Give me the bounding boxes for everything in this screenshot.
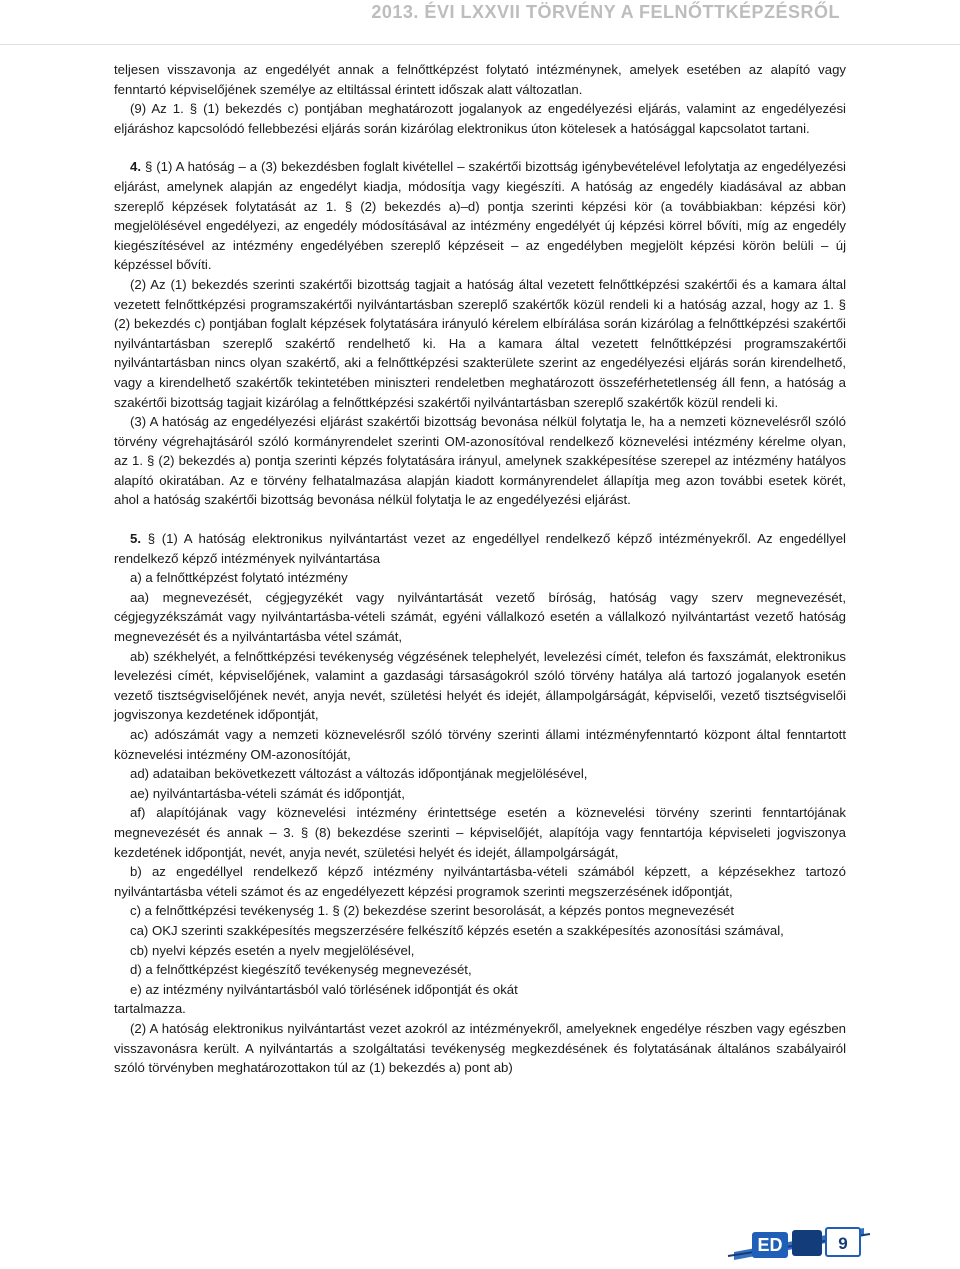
list-item-c: c) a felnőttképzési tevékenység 1. § (2) bekezdése szerint besorolását, a képzés pontos megnevezését: [130, 903, 735, 919]
list-item-ae: ae) nyilvántartásba-vételi számát és időpontját,: [130, 785, 405, 801]
header-title: 2013. ÉVI LXXVII TÖRVÉNY A FELNŐTTKÉPZÉSRŐL: [371, 2, 840, 22]
section-number: 4.: [130, 159, 141, 175]
list-item-ca: ca) OKJ szerinti szakképesítés megszerzésére felkészítő képzés esetén a szakképesítés azonosítási számával,: [130, 922, 784, 938]
list-item-b: b) az engedéllyel rendelkező képző intézmény nyilvántartásba-vételi számából képzett, a képzésekhez tartozó nyilvántartásba vételi számot és az engedélyezett képzési programok szerinti megszerzésének időpontját,: [114, 864, 846, 899]
list-item-e: e) az intézmény nyilvántartásból való törlésének időpontját és okát: [130, 981, 518, 997]
spacer: [114, 510, 846, 529]
section-4-paragraph-3: (3) A hatóság az engedélyezési eljárást szakértői bizottság bevonása nélkül folytatja le, ha a nemzeti köznevelésről szóló törvény végrehajtásáról szóló kormányrendelet szerinti OM-azonosítóval rendelkező köznevelési intézmény kérelme olyan, az 1. § (2) bekezdés a) pontja szerinti képzés folytatására irányul, amelynek szakképesítése szerepel az intézmény hatályos alapító okiratában. Az e törvény felhatalmazása alapján kiadott kormányrendelet állapítja meg azon további esetek körét, ahol a hatóság szakértői bizottság bevonása nélkül folytatja le az engedélyezési eljárást.: [114, 414, 846, 508]
list-item-ad: ad) adataiban bekövetkezett változást a változás időpontjának megjelölésével,: [130, 766, 588, 782]
page-header: [0, 0, 960, 46]
publisher-logo: [724, 1218, 874, 1264]
section-text: § (1) A hatóság – a (3) bekezdésben foglalt kivétellel – szakértői bizottság igénybevételével lefolytatja az engedélyezési eljárást, amelynek alapján az engedélyt kiadja, módosítja vagy kiegészíti. A hatóság az engedély kiadásával az abban szereplő képzések folytatását az 1. § (2) bekezdés a)–d) pontja szerinti képzési kör (a továbbiakban: képzési kör) megjelölésével engedélyezi, az engedély módosításával az intézmény engedélyét új képzési körrel bővíti, míg az engedély kiegészítésével az intézmény engedélyében szereplő képzéseit – az engedélyben megjelölt képzési körön belüli – új képzéssel bővíti.: [114, 159, 846, 273]
section-4-paragraph-2: (2) Az (1) bekezdés szerinti szakértői bizottság tagjait a hatóság által vezetett felnőttképzési szakértői és a kamara által vezetett felnőttképzési programszakértői nyilvántartásban szereplő szakértők közül rendeli ki a hatóság azzal, hogy az 1. § (2) bekezdés c) pontjában foglalt képzések folytatására irányuló kérelem elbírálása során kizárólag a felnőttképzési szakértői nyilvántartásban szereplő szakértő rendelhető ki. Ha a kamara által vezetett felnőttképzési programszakértői nyilvántartásban nincs olyan szakértő, aki a felnőttképzési szakterülete szerint az engedélyezési eljárás során kirendelhető, vagy a kirendelhető szakértők tekintetében miniszteri rendeletben meghatározott összeférhetetlenség áll fenn, a hatóság a szakértői bizottság tagjait kizárólag a felnőttképzési szakértői nyilvántartásban szereplő szakértők közül rendeli ki.: [114, 276, 846, 410]
list-item-aa: aa) megnevezését, cégjegyzékét vagy nyilvántartását vezető bíróság, hatóság vagy szerv megnevezését, cégjegyzékszámát vagy nyilvántartásba-vételi számát, egyéni vállalkozó esetén a vállalkozó nyilvántartást vezető hatóság megnevezését és a nyilvántartásba vétel számát,: [114, 589, 846, 645]
list-item-d: d) a felnőttképzést kiegészítő tevékenység megnevezését,: [130, 962, 472, 978]
spacer: [114, 138, 846, 157]
logo-text: ED: [757, 1235, 783, 1255]
section-5-paragraph-2: (2) A hatóság elektronikus nyilvántartást vezet azokról az intézményekről, amelyeknek engedélye részben vagy egészben visszavonásra került. A nyilvántartás a szolgáltatási tevékenység megkezdésének és folytatásának általános szabályairól szóló törvényben meghatározottakon túl az (1) bekezdés a) pont ab): [114, 1020, 846, 1076]
list-item-af: af) alapítójának vagy köznevelési intézmény érintettsége esetén a köznevelési törvény szerinti fenntartójának megnevezését és annak – 3. § (8) bekezdése szerinti – képviselőjét, alapítója vagy fenntartója képviseleti jogviszonya kezdetének időpontját, nevét, anyja nevét, születési helyét és idejét, állampolgárságát,: [114, 805, 846, 860]
list-item-cb: cb) nyelvi képzés esetén a nyelv megjelölésével,: [130, 942, 415, 958]
section-4-paragraph-1: [114, 157, 846, 275]
list-item-a: a) a felnőttképzést folytató intézmény: [130, 570, 348, 586]
list-closing: tartalmazza.: [114, 1001, 186, 1017]
header-divider: [0, 44, 960, 45]
paragraph-continuation: teljesen visszavonja az engedélyét annak a felnőttképzést folytató intézménynek, amelyek esetében az alapító vagy fenntartó képviselőjének személye az eltiltással érintett időszak alatt változatlan.: [114, 62, 846, 97]
page-number: 9: [838, 1234, 848, 1253]
section-5-paragraph-1: [114, 529, 846, 568]
paragraph-9: (9) Az 1. § (1) bekezdés c) pontjában meghatározott jogalanyok az engedélyezési eljárás, valamint az engedélyezési eljáráshoz kapcsolódó fellebbezési eljárás során kizárólag elektronikus úton kötelesek a hatósággal kapcsolatot tartani.: [114, 101, 846, 136]
section-text: § (1) A hatóság elektronikus nyilvántartást vezet az engedéllyel rendelkező képző intézményekről. Az engedéllyel rendelkező képző intézmények nyilvántartása: [114, 531, 846, 566]
section-number: 5.: [130, 531, 141, 547]
document-body: [114, 60, 846, 1078]
list-item-ab: ab) székhelyét, a felnőttképzési tevékenység végzésének telephelyét, levelezési címét, telefon és faxszámát, elektronikus levelezési címét, képviselőjének, valamint a gazdasági társaságokról szóló törvény hatálya alá tartozó jogalanyok esetén vezető tisztségviselőjének nevét, anyja nevét, születési helyét és idejét, állampolgárságát, képviselői, vezető tisztségviselői jogviszonya kezdetének időpontját,: [114, 648, 846, 723]
logo-graphic: [724, 1218, 874, 1264]
list-item-ac: ac) adószámát vagy a nemzeti köznevelésről szóló törvény szerinti állami intézményfenntartó központ által fenntartott köznevelési intézmény OM-azonosítóját,: [114, 727, 846, 762]
